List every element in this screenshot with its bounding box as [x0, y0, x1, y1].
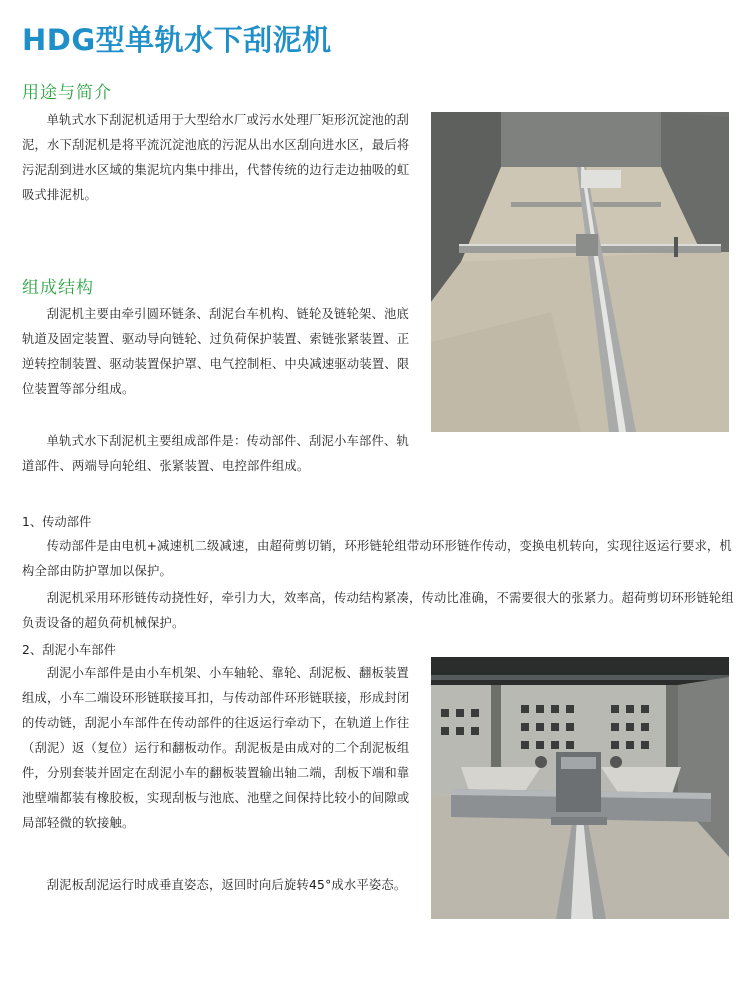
usage-paragraph: 单轨式水下刮泥机适用于大型给水厂或污水处理厂矩形沉淀池的刮泥，水下刮泥机是将平流沉淀池底的污泥从出水区刮向进水区，最后将污泥刮到进水区域的集泥坑内集中排出，代替传统的边行走边抽吸的虹吸式排泥机。	[22, 113, 410, 202]
scraper-trolley-photo	[431, 657, 729, 919]
trolley-paragraph-1: 刮泥小车部件是由小车机架、小车轴轮、靠轮、刮泥板、翻板装置组成，小车二端设环形链联接耳扣，与传动部件环形链联接，形成封闭的传动链，刮泥小车部件在传动部件的往返运行牵动下，在轨道上作往（刮泥）返（复位）运行和翻板动作。刮泥板是由成对的二个刮泥板组件，分别套装并固定在刮泥小车的翻板装置输出轴二端，刮板下端和靠池壁端都装有橡胶板，实现刮板与池底、池壁之间保持比较小的间隙或局部轻微的软接触。	[22, 666, 410, 830]
trolley-paragraph-2: 刮泥板刮泥运行时成垂直姿态，返回时向后旋转45°成水平姿态。	[46, 878, 407, 892]
structure-paragraph-1: 刮泥机主要由牵引圆环链条、刮泥台车机构、链轮及链轮架、池底轨道及固定装置、驱动导向链轮、过负荷保护装置、索链张紧装置、正逆转控制装置、驱动装置保护罩、电气控制柜、中央减速驱动装置、限位装置等部分组成。	[22, 307, 410, 396]
section-heading-usage: 用途与简介	[22, 83, 112, 103]
tank-rail-photo	[431, 112, 729, 432]
transmission-paragraph-2: 刮泥机采用环形链传动挠性好，牵引力大，效率高，传动结构紧凑，传动比准确，不需要很大的张紧力。超荷剪切环形链轮组负责设备的超负荷机械保护。	[22, 591, 734, 630]
structure-paragraph-2: 单轨式水下刮泥机主要组成部件是：传动部件、刮泥小车部件、轨道部件、两端导向轮组、张紧装置、电控部件组成。	[22, 434, 410, 473]
item-heading-transmission: 1、传动部件	[22, 515, 92, 529]
item-heading-trolley: 2、刮泥小车部件	[22, 643, 116, 657]
transmission-paragraph-1: 传动部件是由电机+减速机二级减速，由超荷剪切销，环形链轮组带动环形链作传动，变换电机转向，实现往返运行要求，机构全部由防护罩加以保护。	[22, 539, 732, 578]
section-heading-structure: 组成结构	[22, 278, 94, 298]
page-title: HDG型单轨水下刮泥机	[22, 23, 332, 57]
